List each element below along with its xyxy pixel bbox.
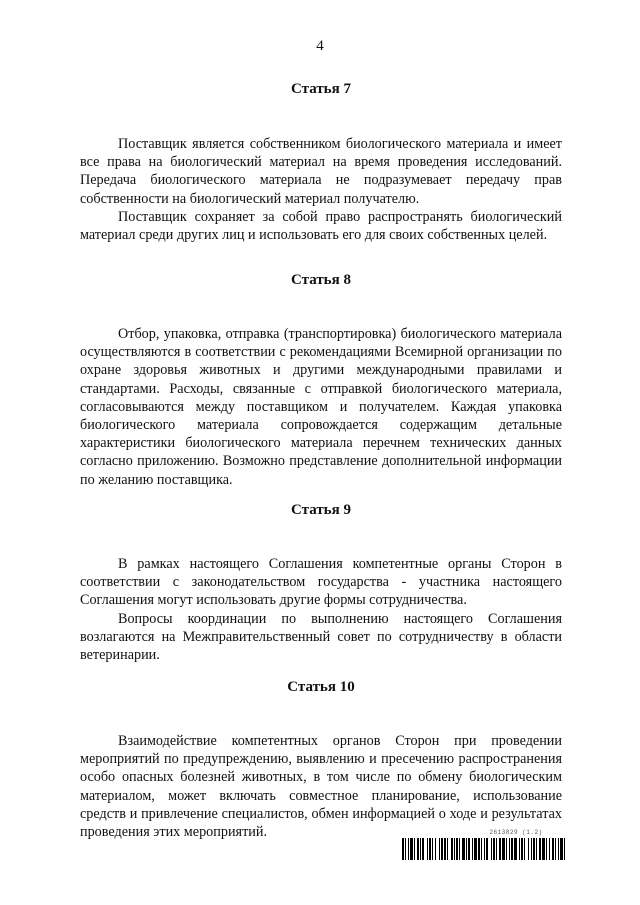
barcode-bar: [536, 838, 537, 860]
document-code: 2613829 (1.2): [489, 829, 543, 836]
article-8-body: [80, 325, 562, 489]
article-7-paragraph-1: Поставщик является собственником биологического материала и имеет все права на биологический материал на время проведения исследований. Передача биологического материала не подразумевает передачу прав собственности на биологический материал получателю.: [80, 136, 562, 207]
barcode-bar: [533, 838, 535, 860]
barcode-bar: [558, 838, 559, 860]
barcode-bar: [429, 838, 431, 860]
article-9-paragraph-1: В рамках настоящего Соглашения компетентные органы Сторон в соответствии с законодательством государства - участника настоящего Соглашения могут использовать другие формы сотрудничества.: [80, 556, 562, 609]
barcode-bar: [486, 838, 488, 860]
barcode-bar: [417, 838, 419, 860]
barcode-bar: [524, 838, 525, 860]
barcode-bar: [560, 838, 563, 860]
article-9: [80, 501, 562, 664]
barcode-bar: [459, 838, 460, 860]
barcode-bar: [405, 838, 406, 860]
barcode-bar: [564, 838, 565, 860]
barcode-bar: [472, 838, 473, 860]
barcode-bar: [432, 838, 433, 860]
barcode-bar: [454, 838, 455, 860]
barcode-bar: [444, 838, 446, 860]
barcode-bar: [506, 838, 507, 860]
barcode-bar: [484, 838, 485, 860]
barcode-bar: [514, 838, 517, 860]
barcode-bar: [447, 838, 448, 860]
barcode-bar: [519, 838, 520, 860]
barcode-icon: [402, 838, 566, 860]
barcode-bar: [542, 838, 545, 860]
barcode-bar: [509, 838, 510, 860]
barcode-bar: [491, 838, 492, 860]
article-10-paragraph-1: Взаимодействие компетентных органов Сторон при проведении мероприятий по предупреждению, выявлению и пресечению распространения особо опасных болезней животных, в том числе по обмену биологическим материалом, может включать совместное планирование, использование средств и привлечение специалистов, обмен информацией о ходе и результатах проведения этих мероприятий.: [80, 733, 562, 841]
barcode-bar: [402, 838, 404, 860]
barcode-bar: [481, 838, 482, 860]
barcode-bar: [549, 838, 550, 860]
article-9-body: [80, 555, 562, 664]
barcode-bar: [468, 838, 470, 860]
article-10-title: Статья 10: [287, 679, 355, 695]
page-number: 4: [316, 38, 324, 54]
barcode-bar: [478, 838, 480, 860]
barcode-bar: [502, 838, 505, 860]
barcode-bar: [408, 838, 409, 860]
article-7-body: [80, 135, 562, 244]
article-9-title: Статья 9: [291, 502, 351, 518]
barcode-bar: [539, 838, 541, 860]
article-8-paragraph-1: Отбор, упаковка, отправка (транспортировка) биологического материала осуществляются в соответствии с рекомендациями Всемирной организации по охране здоровья животных и другими международными правилами и стандартами. Расходы, связанные с отправкой биологического материала, согласовываются между поставщиком и получателем. Каждая упаковка биологического материала сопровождается содержащим детальные характеристики биологического материала перечнем технических данных согласно приложению. Возможно представление дополнительной информации по желанию поставщика.: [80, 326, 562, 488]
barcode-bar: [546, 838, 547, 860]
barcode-bar: [528, 838, 529, 860]
barcode-bar: [451, 838, 453, 860]
article-10: [80, 678, 562, 841]
barcode-bar: [511, 838, 513, 860]
article-10-body: [80, 732, 562, 841]
barcode-bar: [499, 838, 501, 860]
barcode-bar: [555, 838, 556, 860]
barcode-bar: [435, 838, 436, 860]
barcode-bar: [439, 838, 440, 860]
barcode-bar: [496, 838, 497, 860]
barcode-bar: [410, 838, 413, 860]
barcode-bar: [521, 838, 523, 860]
barcode-bar: [462, 838, 465, 860]
barcode-bar: [474, 838, 477, 860]
barcode-bar: [466, 838, 467, 860]
barcode-bar: [456, 838, 458, 860]
article-7: [80, 80, 562, 244]
barcode-bar: [531, 838, 532, 860]
article-8-title: Статья 8: [291, 272, 351, 288]
barcode-bar: [441, 838, 443, 860]
article-7-title: Статья 7: [291, 81, 351, 97]
barcode-bar: [420, 838, 421, 860]
barcode-bar: [552, 838, 554, 860]
article-9-paragraph-2: Вопросы координации по выполнению настоящего Соглашения возлагаются на Межправительственный совет по сотрудничеству в области ветеринарии.: [80, 610, 562, 664]
article-8: [80, 271, 562, 489]
barcode-bar: [427, 838, 428, 860]
barcode-bar: [493, 838, 495, 860]
barcode-bar: [414, 838, 415, 860]
article-7-paragraph-2: Поставщик сохраняет за собой право распространять биологический материал среди других лиц и использовать его для своих собственных целей.: [80, 208, 562, 244]
barcode-bar: [422, 838, 424, 860]
